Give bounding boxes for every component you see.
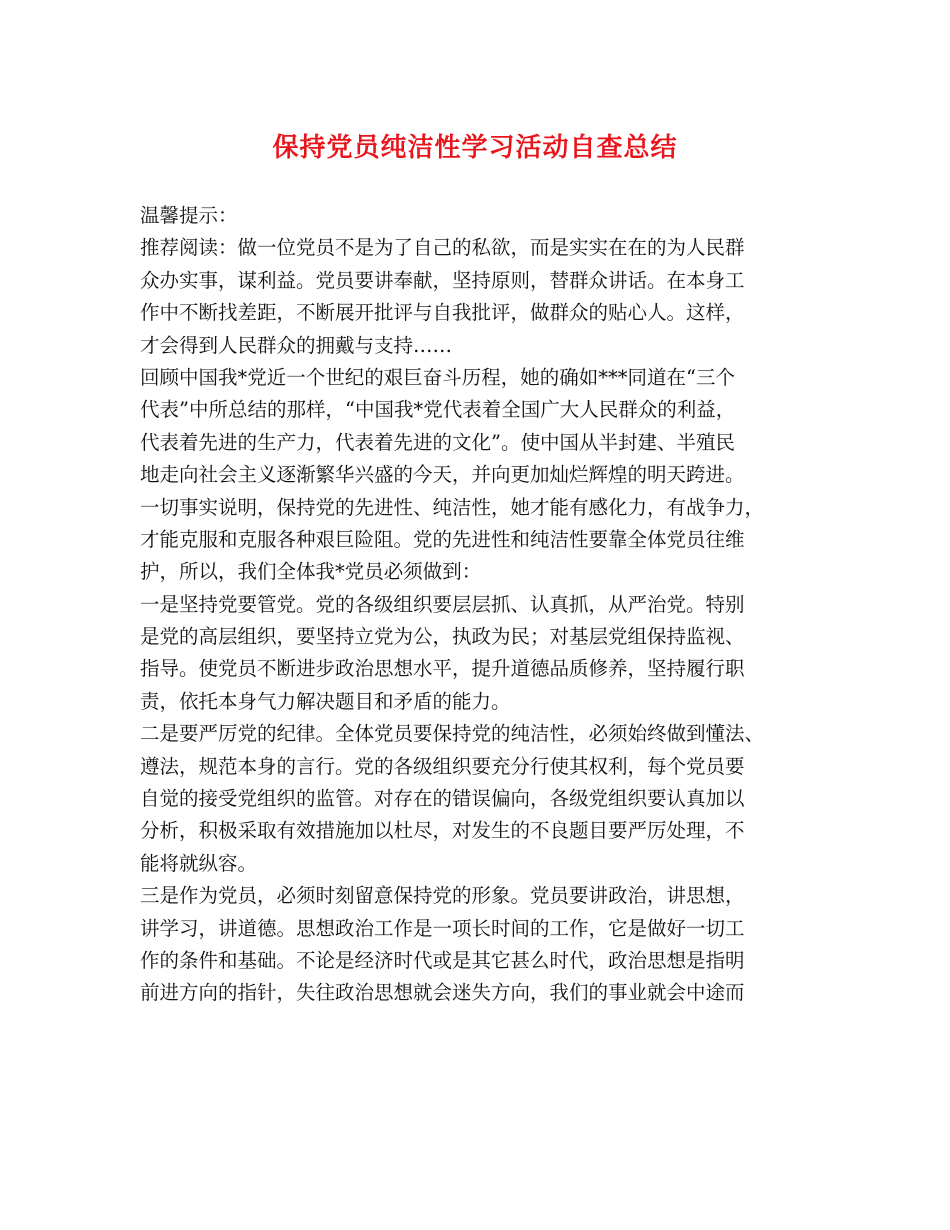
body-line: 作中不断找差距，不断展开批评与自我批评，做群众的贴心人。这样， (140, 301, 745, 325)
body-line: 地走向社会主义逐渐繁华兴盛的今天，并向更加灿烂辉煌的明天跨进。 (140, 463, 745, 487)
body-line: 才能克服和克服各种艰巨险阻。党的先进性和纯洁性要靠全体党员往维 (140, 527, 745, 551)
body-line: 温馨提示： (140, 204, 238, 227)
body-line: 一切事实说明，保持党的先进性、纯洁性，她才能有感化力，有战争力， (140, 495, 765, 519)
body-line: 护，所以，我们全体我*党员必须做到： (140, 560, 482, 584)
body-line: 责，依托本身气力解决题目和矛盾的能力。 (140, 689, 511, 713)
body-line: 分析，积极采取有效措施加以杜尽，对发生的不良题目要严厉处理，不 (140, 819, 745, 843)
body-line: 是党的高层组织，要坚持立党为公，执政为民；对基层党组保持监视、 (140, 625, 745, 649)
body-line: 三是作为党员，必须时刻留意保持党的形象。党员要讲政治，讲思想， (140, 884, 745, 908)
body-line: 作的条件和基础。不论是经济时代或是其它甚么时代，政治思想是指明 (140, 948, 745, 972)
body-line: 遵法，规范本身的言行。党的各级组织要充分行使其权利，每个党员要 (140, 754, 745, 778)
body-line: 讲学习，讲道德。思想政治工作是一项长时间的工作，它是做好一切工 (140, 916, 745, 940)
body-line: 推荐阅读：做一位党员不是为了自己的私欲，而是实实在在的为人民群 (140, 236, 745, 260)
body-line: 前进方向的指针，失往政治思想就会迷失方向，我们的事业就会中途而 (140, 981, 745, 1005)
body-line: 才会得到人民群众的拥戴与支持…… (140, 333, 453, 357)
body-line: 指导。使党员不断进步政治思想水平，提升道德品质修养，坚持履行职 (140, 657, 745, 681)
body-line: 代表”中所总结的那样，“中国我*党代表着全国广大人民群众的利益， (140, 398, 736, 422)
body-line: 一是坚持党要管党。党的各级组织要层层抓、认真抓，从严治党。特别 (140, 592, 745, 616)
document-body (140, 200, 830, 1010)
document-title: 保持党员纯洁性学习活动自查总结 (272, 133, 678, 163)
body-line: 二是要严厉党的纪律。全体党员要保持党的纯洁性，必须始终做到懂法、 (140, 722, 765, 746)
body-line: 回顾中国我*党近一个世纪的艰巨奋斗历程，她的确如***同道在“三个 (140, 365, 735, 389)
body-line: 众办实事，谋利益。党员要讲奉献，坚持原则，替群众讲话。在本身工 (140, 268, 745, 292)
body-line: 代表着先进的生产力，代表着先进的文化”。使中国从半封建、半殖民 (140, 430, 735, 454)
body-line: 自觉的接受党组织的监管。对存在的错误偏向，各级党组织要认真加以 (140, 787, 745, 811)
body-line: 能将就纵容。 (140, 851, 258, 875)
